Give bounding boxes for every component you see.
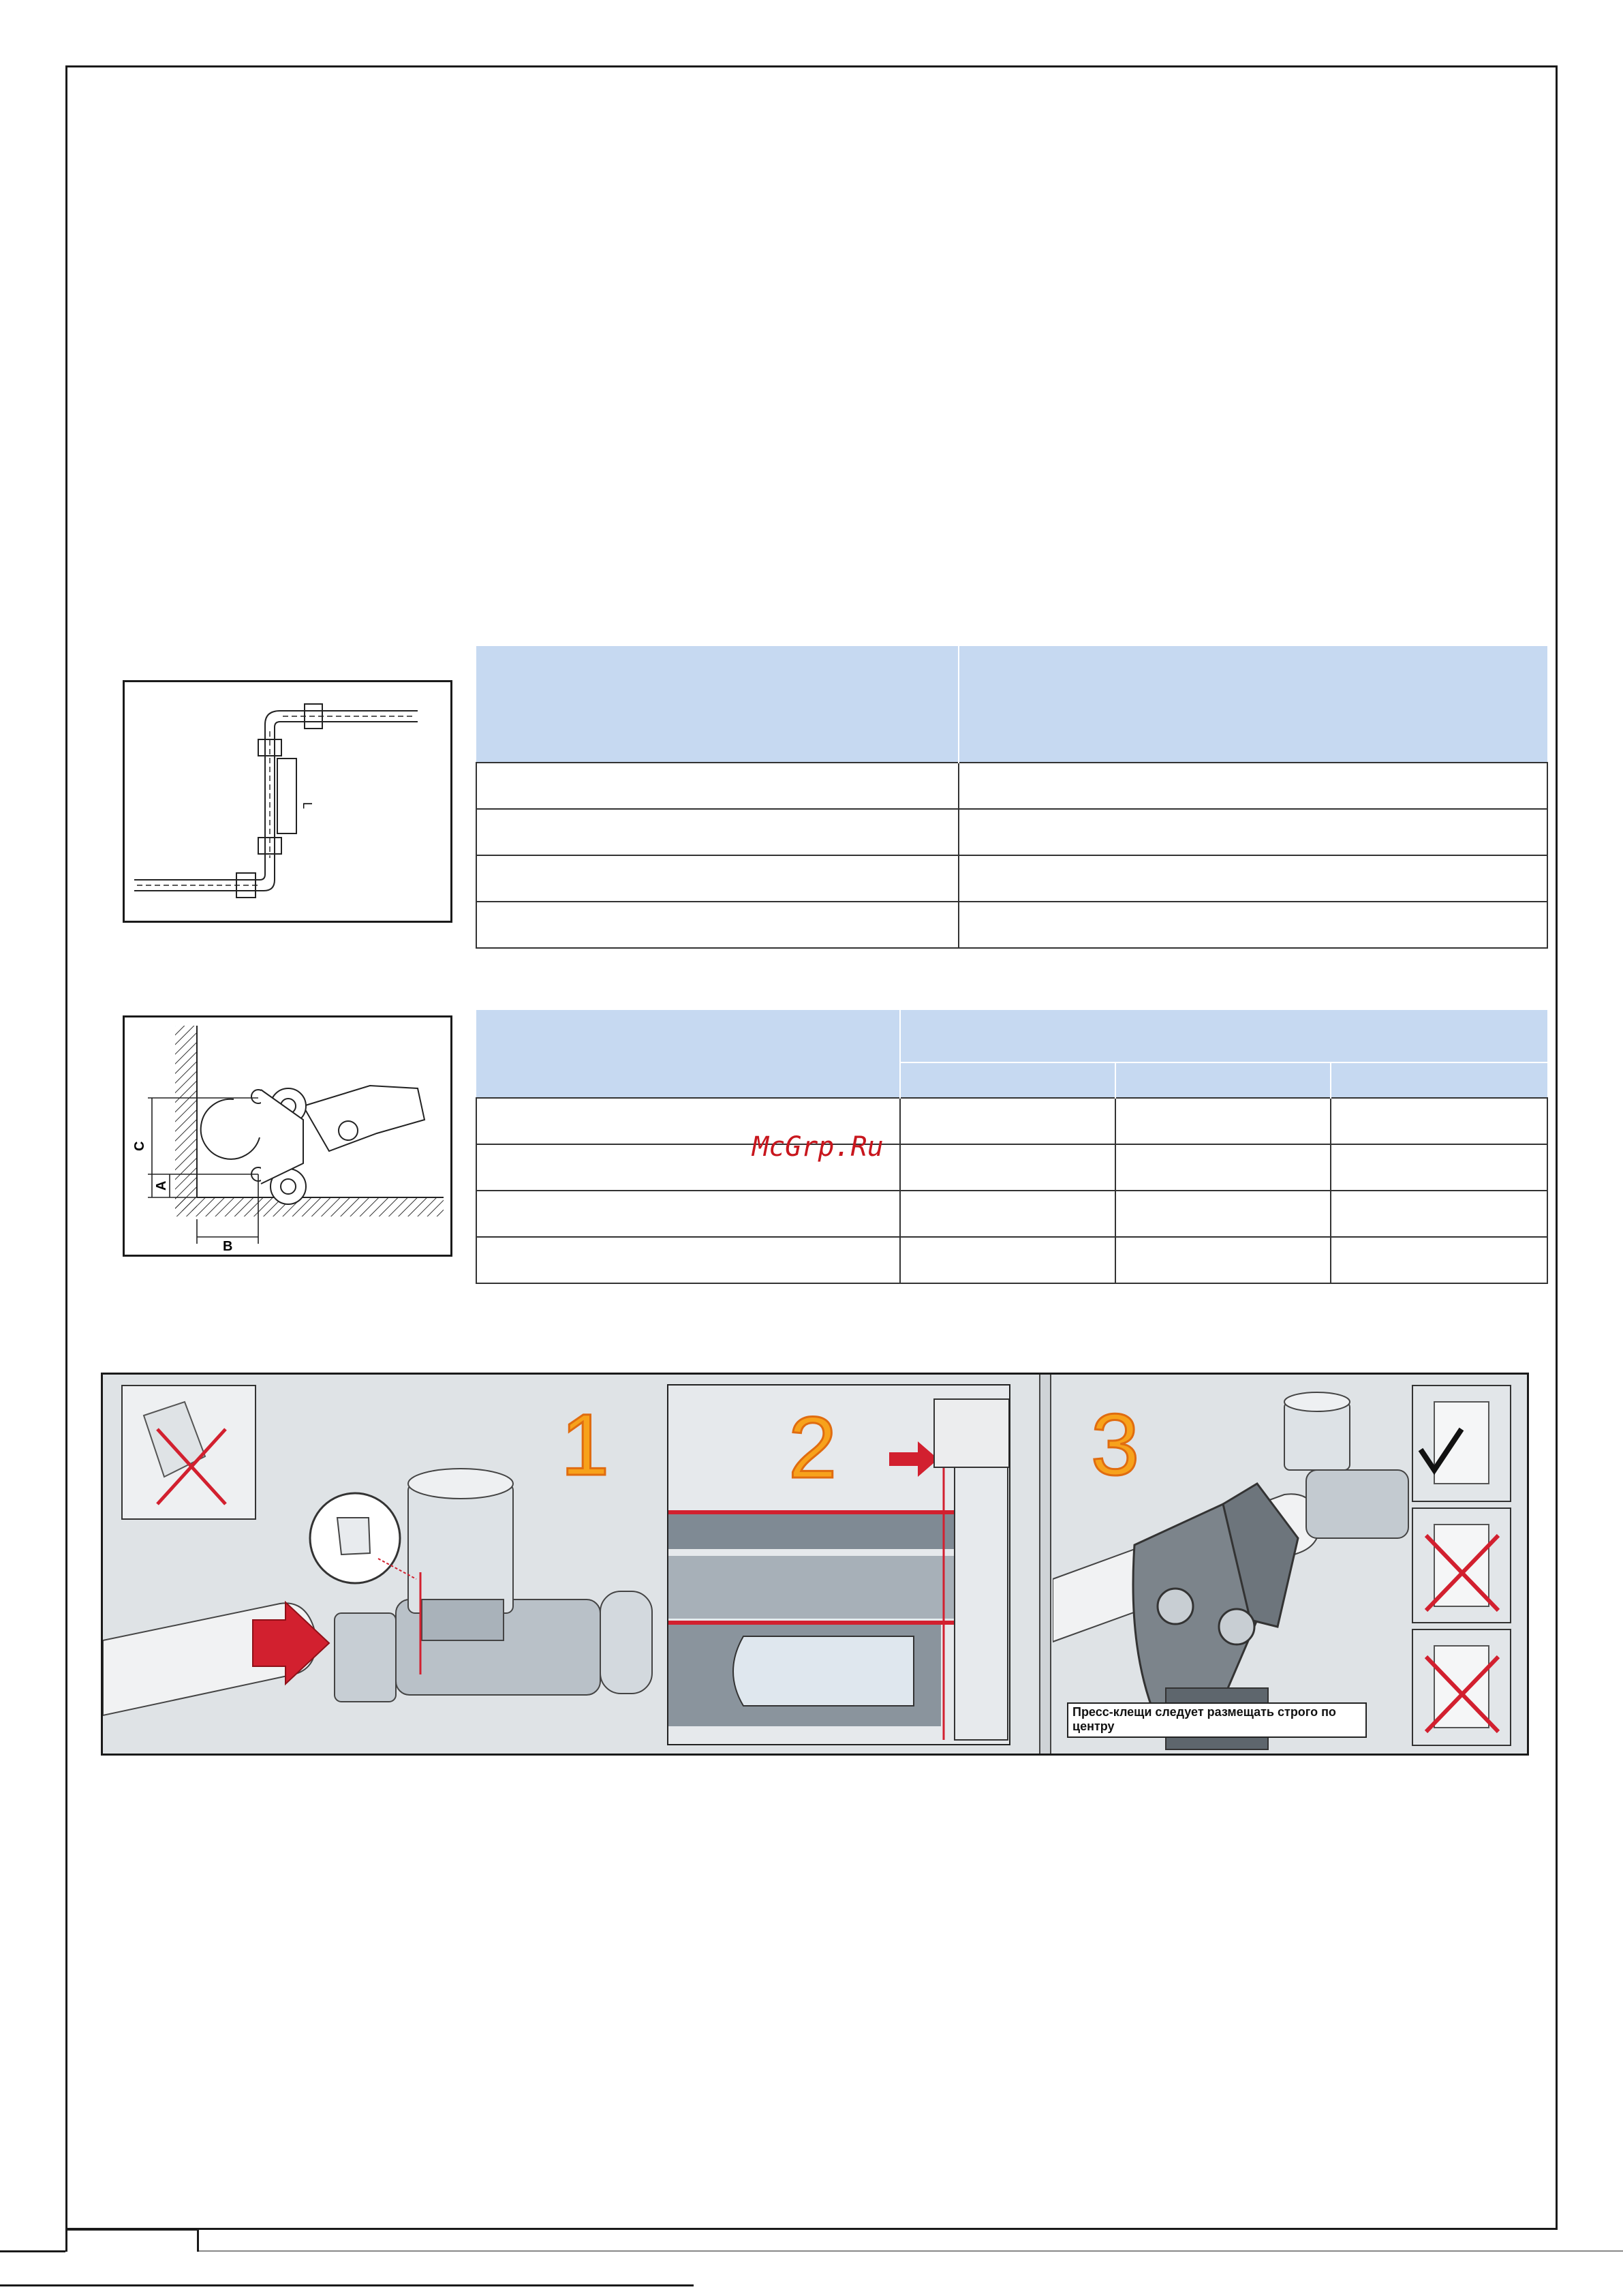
header-cell (476, 646, 959, 763)
footer-bottom-rule (0, 2284, 694, 2286)
table-row (476, 855, 1547, 902)
table-row (476, 1144, 1547, 1191)
step-2-drawing (668, 1386, 1009, 1744)
page-tab (65, 2229, 199, 2252)
subheader-cell (1115, 1062, 1331, 1098)
press-clearance-figure (123, 1015, 452, 1257)
press-clearance-table (476, 1010, 1548, 1284)
watermark: McGrp.Ru (752, 1131, 884, 1163)
header-cell (476, 1010, 900, 1098)
table-row (476, 1191, 1547, 1237)
table-header-row (476, 646, 1547, 763)
subheader-cell (900, 1062, 1115, 1098)
step-number-1: 1 (561, 1396, 610, 1494)
installation-illustration (101, 1373, 1529, 1756)
step-number-2: 2 (788, 1399, 837, 1497)
table-row (476, 1237, 1547, 1283)
step-separator (1039, 1375, 1051, 1754)
table-header-row (476, 1010, 1547, 1062)
header-cell (959, 646, 1547, 763)
press-placement-note: Пресс-клещи следует размещать строго по центру (1067, 1702, 1367, 1738)
header-cell (900, 1010, 1547, 1062)
dimension-label-a: A (154, 1180, 169, 1191)
step-2-panel (667, 1384, 1010, 1745)
footer-rule (199, 2250, 1623, 2252)
table-row (476, 902, 1547, 948)
pipe-offset-figure (123, 680, 452, 923)
pipe-length-table (476, 646, 1548, 949)
table-row (476, 1098, 1547, 1144)
press-clearance-drawing (125, 1017, 450, 1255)
dimension-label-c: C (132, 1141, 147, 1151)
table-row (476, 763, 1547, 809)
pipe-offset-drawing (125, 682, 450, 921)
table-row (476, 809, 1547, 855)
dimension-label-l: L (300, 802, 314, 810)
footer-rule-left (0, 2250, 65, 2252)
subheader-cell (1331, 1062, 1547, 1098)
step-number-3: 3 (1091, 1396, 1140, 1494)
dimension-label-b: B (223, 1239, 233, 1254)
